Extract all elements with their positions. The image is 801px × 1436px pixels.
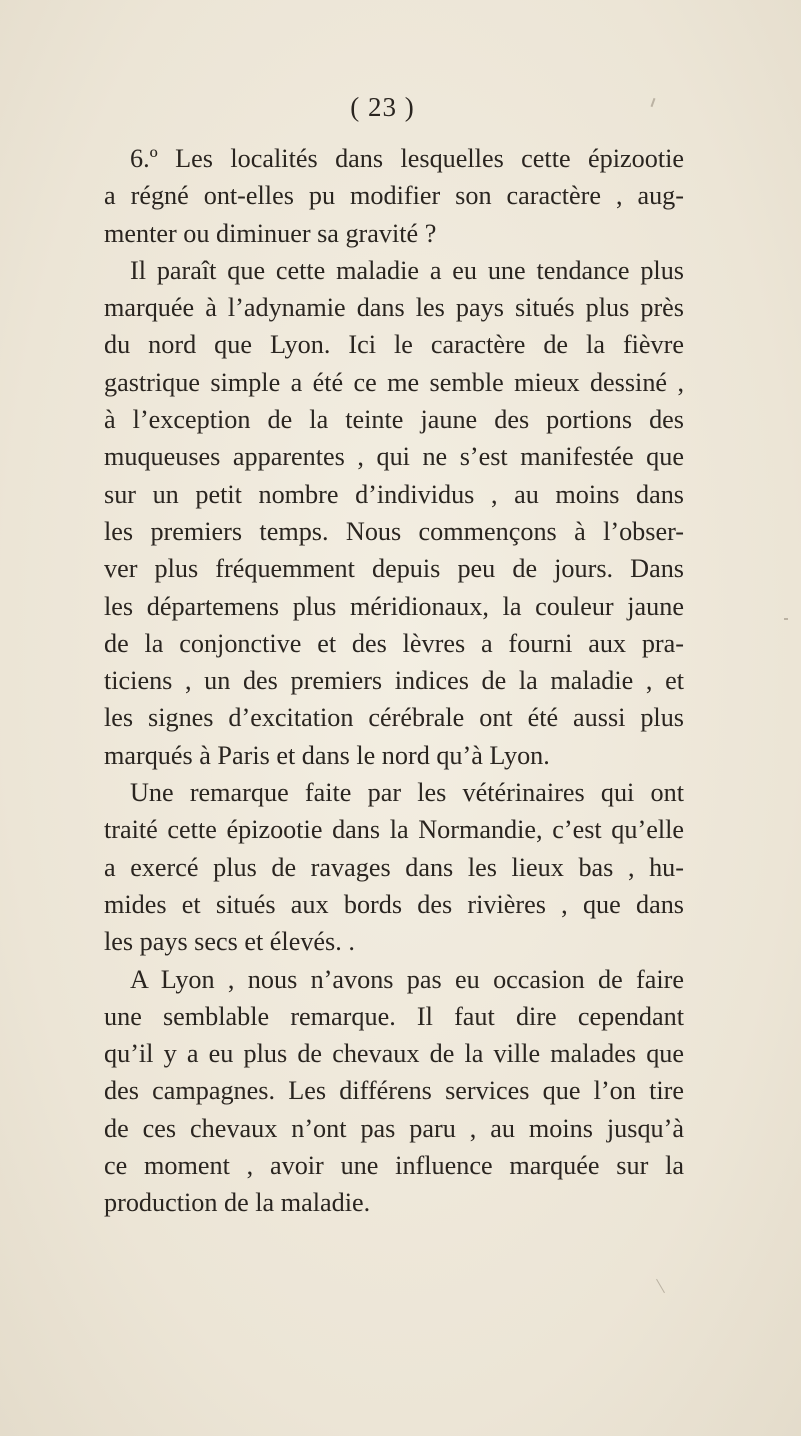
text-line: les signes d’excitation cérébrale ont été aussi plus (104, 703, 684, 733)
text-line: à l’exception de la teinte jaune des portions des (104, 405, 684, 435)
paper-speck (656, 1279, 665, 1293)
text-line: ticiens , un des premiers indices de la maladie , et (104, 666, 684, 696)
text-line: qu’il y a eu plus de chevaux de la ville malades que (104, 1039, 684, 1069)
text-line: Une remarque faite par les vétérinaires qui ont (130, 778, 684, 808)
text-line: les départemens plus méridionaux, la couleur jaune (104, 591, 684, 621)
text-line: a exercé plus de ravages dans les lieux bas , hu- (104, 852, 684, 882)
page-number: ( 23 ) (350, 92, 415, 122)
text-line: A Lyon , nous n’avons pas eu occasion de faire (130, 964, 684, 994)
text-line: traité cette épizootie dans la Normandie, c’est qu’elle (104, 815, 684, 845)
text-line: une semblable remarque. Il faut dire cependant (104, 1001, 684, 1031)
text-line: production de la maladie. (104, 1188, 371, 1218)
text-line: des campagnes. Les différens services que l’on tire (104, 1076, 684, 1106)
text-line: les pays secs et élevés. . (104, 927, 355, 957)
text-line: mides et situés aux bords des rivières , que dans (104, 889, 684, 919)
text-line: menter ou diminuer sa gravité ? (104, 218, 437, 248)
paper-speck (784, 618, 788, 620)
text-line: de la conjonctive et des lèvres a fourni aux pra- (104, 628, 684, 658)
text-line: du nord que Lyon. Ici le caractère de la fièvre (104, 330, 684, 360)
text-line: Il paraît que cette maladie a eu une tendance plus (130, 255, 684, 285)
text-line: marqués à Paris et dans le nord qu’à Lyon. (104, 740, 550, 770)
text-line: 6.º Les localités dans lesquelles cette épizootie (130, 144, 684, 173)
text-line: ver plus fréquemment depuis peu de jours. Dans (104, 554, 684, 584)
text-line: gastrique simple a été ce me semble mieux dessiné , (104, 367, 684, 397)
text-line: sur un petit nombre d’individus , au moins dans (104, 479, 684, 509)
text-line: ce moment , avoir une influence marquée sur la (104, 1151, 684, 1181)
text-line: de ces chevaux n’ont pas paru , au moins jusqu’à (104, 1113, 684, 1143)
text-line: a régné ont-elles pu modifier son caractère , aug- (104, 181, 684, 211)
body-text (104, 140, 684, 1222)
text-line: muqueuses apparentes , qui ne s’est manifestée que (104, 442, 684, 472)
text-line: les premiers temps. Nous commençons à l’obser- (104, 516, 684, 546)
text-line: marquée à l’adynamie dans les pays situés plus près (104, 293, 684, 323)
